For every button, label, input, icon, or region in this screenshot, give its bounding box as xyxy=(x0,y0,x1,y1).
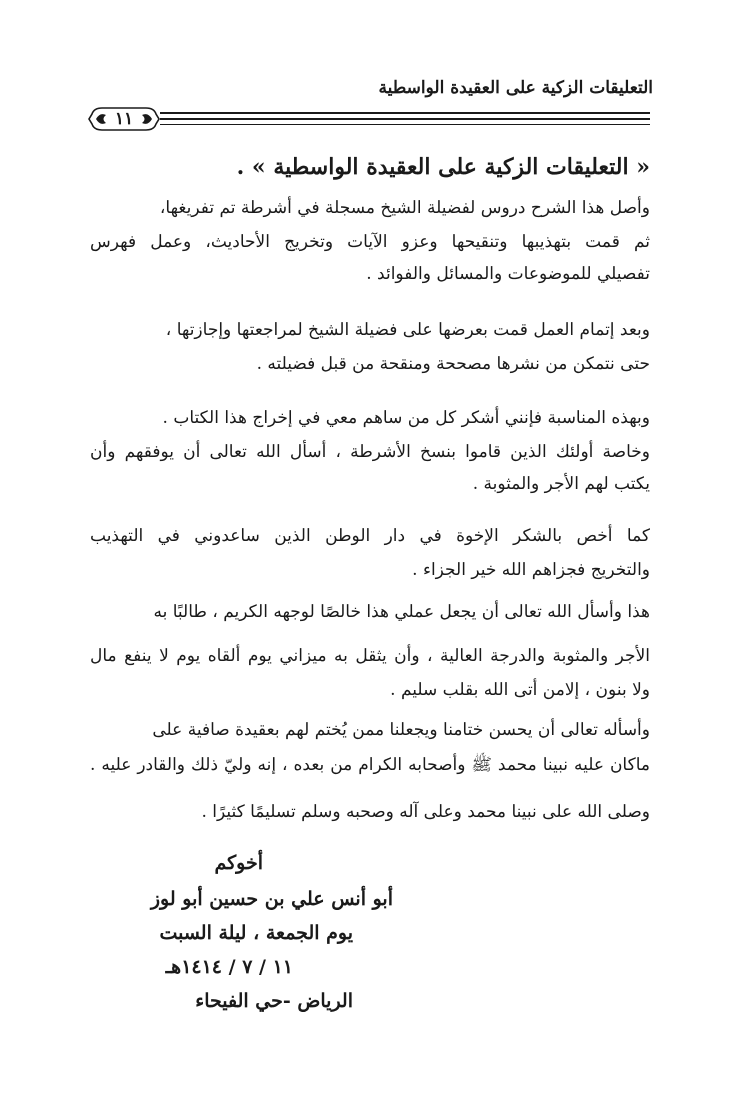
paragraph-line: وأصل هذا الشرح دروس لفضيلة الشيخ مسجلة في أشرطة تم تفريغها، xyxy=(159,198,650,218)
paragraph-line: والتخريج فجزاهم الله خير الجزاء . xyxy=(412,560,650,580)
paragraph-line: وخاصة أولئك الذين قاموا بنسخ الأشرطة ، أسأل الله تعالى أن يوفقهم وأن xyxy=(90,442,650,462)
header-rule xyxy=(160,118,650,120)
paragraph-line: وصلى الله على نبينا محمد وعلى آله وصحبه وسلم تسليمًا كثيرًا . xyxy=(201,802,650,822)
paragraph-line: ثم قمت بتهذيبها وتنقيحها وعزو الآيات وتخريج الأحاديث، وعمل فهرس xyxy=(90,232,650,252)
paragraph-line: وبعد إتمام العمل قمت بعرضها على فضيلة الشيخ لمراجعتها وإجازتها ، xyxy=(165,320,650,340)
running-header-title: التعليقات الزكية على العقيدة الواسطية xyxy=(378,78,653,98)
paragraph-line: ماكان عليه نبينا محمد ﷺ وأصحابه الكرام من بعده ، إنه وليّ ذلك والقادر عليه . xyxy=(90,755,650,775)
paragraph-line: يكتب لهم الأجر والمثوبة . xyxy=(472,474,650,494)
header-rule xyxy=(160,124,650,125)
signature-name: أبو أنس علي بن حسين أبو لوز xyxy=(150,888,393,910)
paragraph-line: كما أخص بالشكر الإخوة في دار الوطن الذين ساعدوني في التهذيب xyxy=(90,526,650,546)
page-number-ornament xyxy=(88,104,160,134)
signature-day: يوم الجمعة ، ليلة السبت xyxy=(159,922,353,944)
paragraph-line: وأسأله تعالى أن يحسن ختامنا ويجعلنا ممن يُختم لهم بعقيدة صافية على xyxy=(152,720,650,740)
signature-date: ١١ / ٧ / ١٤١٤هـ xyxy=(165,956,293,978)
paragraph-line: وبهذه المناسبة فإنني أشكر كل من ساهم معي في إخراج هذا الكتاب . xyxy=(162,408,650,428)
paragraph-line: هذا وأسأل الله تعالى أن يجعل عملي هذا خالصًا لوجهه الكريم ، طالبًا به xyxy=(153,602,650,622)
paragraph-line: الأجر والمثوبة والدرجة العالية ، وأن يثقل به ميزاني يوم ألقاه يوم لا ينفع مال xyxy=(90,646,650,666)
paragraph-line: ولا بنون ، إلامن أتى الله بقلب سليم . xyxy=(390,680,650,700)
signature-salutation: أخوكم xyxy=(214,852,263,874)
paragraph-line: حتى نتمكن من نشرها مصححة ومنقحة من قبل فضيلته . xyxy=(256,354,650,374)
signature-place: الرياض -حي الفيحاء xyxy=(195,990,353,1012)
header-rule xyxy=(160,112,650,114)
page-number: ١١ xyxy=(114,109,134,129)
book-title-line: « التعليقات الزكية على العقيدة الواسطية » . xyxy=(236,154,650,180)
paragraph-line: تفصيلي للموضوعات والمسائل والفوائد . xyxy=(366,264,650,284)
